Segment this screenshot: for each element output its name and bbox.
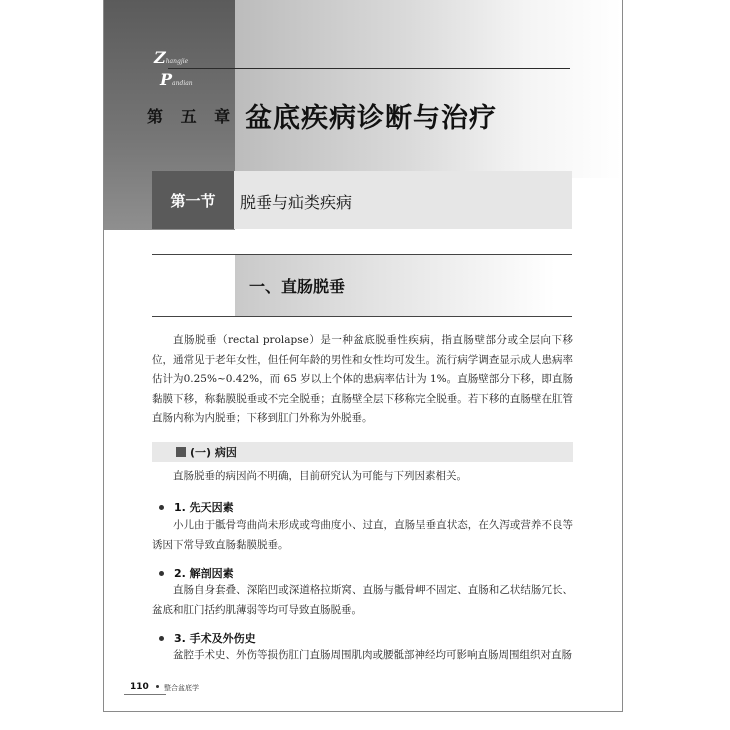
bullet-dot-icon [159,571,164,576]
chapter-header-gradient-band [235,0,622,178]
bullet-dot-icon [159,636,164,641]
footer-rule [124,694,166,695]
square-bullet-icon [176,447,186,457]
section-label: 第一节 [152,171,234,229]
decorative-pinyin-2: Pandian [160,70,193,89]
page-number: 110 [130,682,149,692]
chapter-number: 第 五 章 [147,107,237,126]
subsection-title: 一、直肠脱垂 [249,277,346,296]
section-heading [152,171,572,229]
bullet-dot-icon [159,505,164,510]
factor-text-3: 盆腔手术史、外伤等损伤肛门直肠周围肌肉或腰骶部神经均可影响直肠周围组织对直肠 [173,649,572,661]
cause-heading [152,442,573,462]
factor-heading-text: 1. 先天因素 [174,501,234,514]
factor-heading-3 [159,630,256,646]
factor-heading-text: 2. 解剖因素 [174,567,234,580]
intro-paragraph: 直肠脱垂（rectal prolapse）是一种盆底脱垂性疾病，指直肠壁部分或全层向下移位，通常见于老年女性，但任何年龄的男性和女性均可发生。流行病学调查显示成人患病率估计为0.25%~0.42%，而 65 岁以上个体的患病率估计为 1%。直肠壁部分下移，即直肠黏膜下移，称黏膜脱垂或不完全脱垂；直肠壁全层下移称完全脱垂。若下移的直肠壁在肛管直肠内称为内脱垂；下移到肛门外称为外脱垂。 [152,334,573,424]
chapter-title: 盆底疾病诊断与治疗 [245,103,497,134]
subsection-rule-bottom [152,316,572,317]
running-book-title: 整合盆底学 [164,684,199,692]
factor-text-2: 直肠自身套叠、深陷凹或深道格拉斯窝、直肠与骶骨岬不固定、直肠和乙状结肠冗长、盆底和肛门括约肌薄弱等均可导致直肠脱垂。 [152,584,573,616]
factor-heading-text: 3. 手术及外伤史 [174,632,256,645]
decorative-pinyin-1: Zhangjie [154,48,189,67]
cause-heading-text: (一) 病因 [190,446,237,459]
factor-heading-2 [159,565,234,581]
cause-paragraph: 直肠脱垂的病因尚不明确，目前研究认为可能与下列因素相关。 [173,470,467,482]
section-title: 脱垂与疝类疾病 [240,193,353,212]
footer-dot-icon [156,685,159,688]
factor-text-1: 小儿由于骶骨弯曲尚未形成或弯曲度小、过直，直肠呈垂直状态，在久泻或营养不良等诱因下常导致直肠黏膜脱垂。 [152,519,573,551]
book-page [103,0,623,712]
factor-heading-1 [159,499,234,515]
header-rule [168,68,570,69]
